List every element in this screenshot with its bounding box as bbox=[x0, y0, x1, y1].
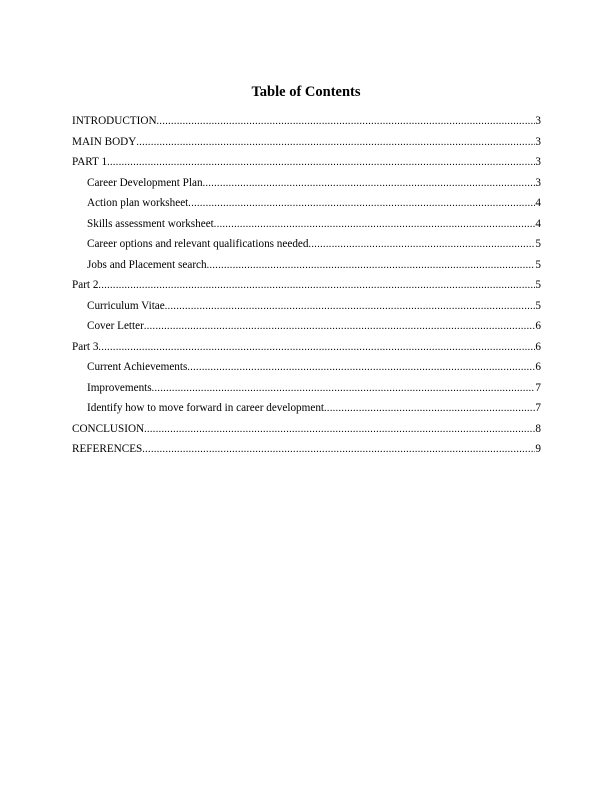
toc-entry[interactable] bbox=[72, 234, 541, 255]
toc-entry-page-number: 5 bbox=[535, 238, 541, 250]
toc-entry[interactable] bbox=[72, 111, 541, 132]
toc-entry-text: Part 2 bbox=[72, 279, 99, 291]
toc-entry-page-number: 5 bbox=[535, 258, 541, 271]
toc-dot-leader bbox=[144, 317, 536, 337]
toc-dot-leader bbox=[98, 276, 535, 296]
toc-dot-leader bbox=[152, 379, 536, 399]
toc-entry-page-number: 3 bbox=[535, 135, 541, 148]
toc-entry-page-number: 3 bbox=[535, 115, 541, 127]
toc-entry-text: Career options and relevant qualifications needed bbox=[87, 238, 309, 250]
toc-entry[interactable] bbox=[72, 275, 541, 296]
toc-entry-text: Curriculum Vitae bbox=[87, 299, 165, 312]
toc-title: Table of Contents bbox=[251, 84, 361, 100]
toc-entry-page-number: 7 bbox=[535, 381, 541, 394]
toc-dot-leader bbox=[207, 256, 536, 276]
toc-entry-text: REFERENCES bbox=[72, 443, 143, 455]
toc-entry-page-number: 4 bbox=[535, 217, 541, 230]
toc-dot-leader bbox=[324, 399, 535, 419]
toc-entry-text: Cover Letter bbox=[87, 320, 144, 332]
toc-dot-leader bbox=[107, 153, 535, 173]
toc-entry[interactable] bbox=[72, 439, 541, 460]
toc-entry[interactable] bbox=[72, 173, 541, 194]
toc-entry[interactable] bbox=[72, 419, 541, 440]
toc-dot-leader bbox=[142, 440, 535, 460]
toc-entry-text: INTRODUCTION bbox=[72, 115, 157, 127]
toc-entry-text: MAIN BODY bbox=[72, 135, 137, 148]
toc-entry[interactable] bbox=[72, 255, 541, 276]
toc-entry-text: Jobs and Placement search bbox=[87, 258, 207, 271]
toc-entry-text: Career Development Plan bbox=[87, 176, 203, 189]
toc-dot-leader bbox=[309, 235, 536, 255]
toc-entry-page-number: 3 bbox=[535, 156, 541, 168]
toc-entry-page-number: 5 bbox=[535, 279, 541, 291]
toc-entry-page-number: 6 bbox=[535, 361, 541, 373]
toc-dot-leader bbox=[214, 215, 536, 235]
toc-entry-text: Part 3 bbox=[72, 340, 99, 353]
toc-entry-page-number: 6 bbox=[535, 340, 541, 353]
toc-entry[interactable] bbox=[72, 214, 541, 235]
toc-entry[interactable] bbox=[72, 193, 541, 214]
toc-entry[interactable] bbox=[72, 296, 541, 317]
toc-dot-leader bbox=[165, 297, 536, 317]
toc-entry-page-number: 8 bbox=[535, 422, 541, 435]
toc-entry-page-number: 3 bbox=[535, 176, 541, 189]
toc-dot-leader bbox=[136, 133, 535, 153]
toc-entry-text: PART 1 bbox=[72, 156, 108, 168]
toc-entry-page-number: 7 bbox=[535, 402, 541, 414]
toc-dot-leader bbox=[188, 194, 535, 214]
toc-entry[interactable] bbox=[72, 398, 541, 419]
toc-dot-leader bbox=[98, 338, 535, 358]
toc-dot-leader bbox=[157, 112, 536, 132]
toc-entry-page-number: 4 bbox=[535, 197, 541, 209]
toc-entry[interactable] bbox=[72, 357, 541, 378]
toc-entry[interactable] bbox=[72, 337, 541, 358]
toc-entry-text: Skills assessment worksheet bbox=[87, 217, 214, 230]
toc-entry-text: CONCLUSION bbox=[72, 422, 145, 435]
toc-entry[interactable] bbox=[72, 316, 541, 337]
toc-entry-page-number: 5 bbox=[535, 299, 541, 312]
toc-entry[interactable] bbox=[72, 378, 541, 399]
toc-dot-leader bbox=[144, 420, 535, 440]
toc-entry-text: Action plan worksheet bbox=[87, 197, 189, 209]
toc-entry-page-number: 9 bbox=[535, 443, 541, 455]
toc-entry-page-number: 6 bbox=[535, 320, 541, 332]
toc-dot-leader bbox=[187, 358, 535, 378]
toc-entry[interactable] bbox=[72, 152, 541, 173]
toc-entry-text: Identify how to move forward in career development bbox=[87, 402, 325, 414]
toc-entry-text: Improvements bbox=[87, 381, 152, 394]
toc-entry[interactable] bbox=[72, 132, 541, 153]
toc-list bbox=[72, 111, 541, 460]
toc-entry-text: Current Achievements bbox=[87, 361, 188, 373]
toc-dot-leader bbox=[203, 174, 536, 194]
